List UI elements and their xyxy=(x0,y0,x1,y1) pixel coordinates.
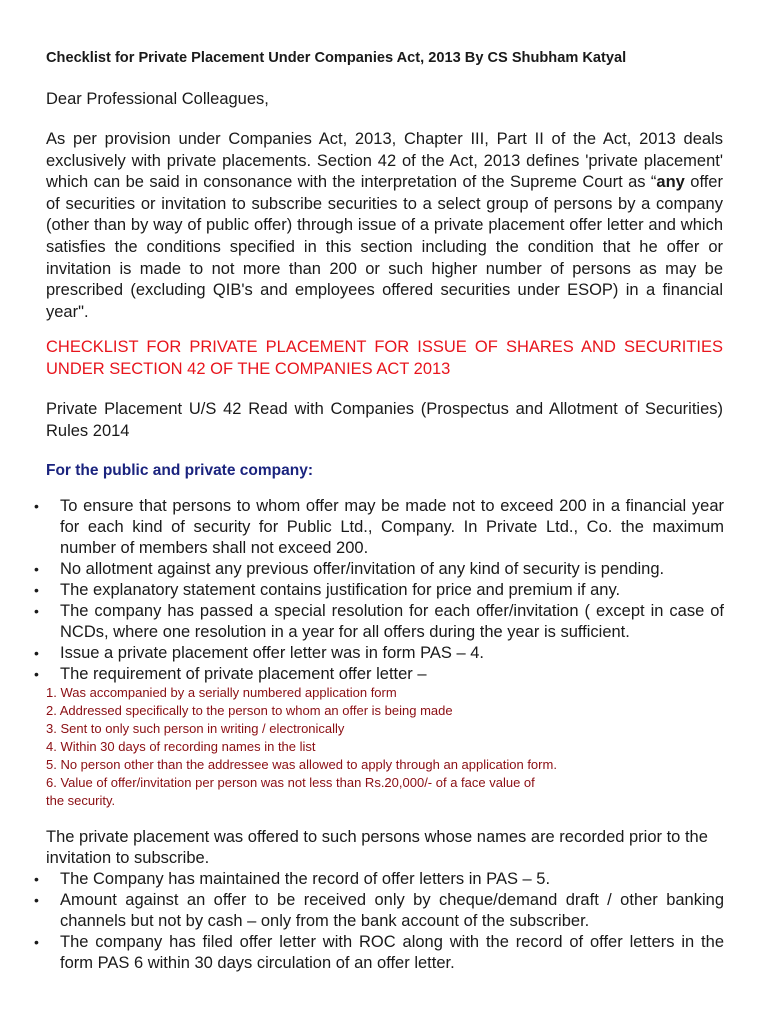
bullet-dot: • xyxy=(34,561,39,577)
bullet-dot: • xyxy=(34,666,39,682)
requirement-item: 3. Sent to only such person in writing / electronically xyxy=(46,721,345,736)
checklist-bullets-continued xyxy=(34,869,724,974)
rules-reference: Private Placement U/S 42 Read with Companies (Prospectus and Allotment of Securities) Rules 2014 xyxy=(46,400,723,440)
list-item: • To ensure that persons to whom offer may be made not to exceed 200 in a financial year for each kind of security for Public Ltd., Company. In Private Ltd., Co. the maximum number of members shall not exceed 200. xyxy=(34,497,724,557)
list-item: • The company has filed offer letter with ROC along with the record of offer letters in the form PAS 6 within 30 days circulation of an offer letter. xyxy=(34,933,724,972)
bullet-dot: • xyxy=(34,498,39,514)
list-item: • Amount against an offer to be received only by cheque/demand draft / other banking channels but not by cash – only from the bank account of the subscriber. xyxy=(34,891,724,930)
requirement-item: 5. No person other than the addressee was allowed to apply through an application form. xyxy=(46,757,557,772)
requirement-item: 1. Was accompanied by a serially numbered application form xyxy=(46,685,397,700)
bullet-dot: • xyxy=(34,582,39,598)
checklist-heading: CHECKLIST FOR PRIVATE PLACEMENT FOR ISSUE OF SHARES AND SECURITIES UNDER SECTION 42 OF THE COMPANIES ACT 2013 xyxy=(46,338,723,378)
bullet-dot: • xyxy=(34,645,39,661)
requirement-item: 6. Value of offer/invitation per person was not less than Rs.20,000/- of a face value of xyxy=(46,775,535,790)
intro-text-start: As per provision under Companies Act, 2013, Chapter III, Part II of the Act, 2013 deals exclusively with private placements. Section 42 of the Act, 2013 defines 'private placement' which can be said in consonance with the interpretation of the Supreme Court as “ xyxy=(46,130,723,192)
list-item: • The requirement of private placement offer letter – xyxy=(34,665,427,683)
requirement-item: the security. xyxy=(46,793,116,808)
checklist-bullets xyxy=(34,496,724,685)
bullet-dot: • xyxy=(34,871,39,887)
list-item: • The explanatory statement contains justification for price and premium if any. xyxy=(34,581,621,599)
list-item: • Issue a private placement offer letter was in form PAS – 4. xyxy=(34,644,485,662)
list-item: • No allotment against any previous offer/invitation of any kind of security is pending. xyxy=(34,560,665,578)
intro-paragraph xyxy=(46,129,723,323)
requirement-item: 2. Addressed specifically to the person to whom an offer is being made xyxy=(46,703,453,718)
section-heading: For the public and private company: xyxy=(46,462,313,479)
bullet-dot: • xyxy=(34,934,39,950)
intro-bold-word: any xyxy=(656,173,685,192)
bullet-dot: • xyxy=(34,892,39,908)
intro-text-end: offer of securities or invitation to subscribe securities to a select group of persons by a company (other than by way of public offer) through issue of a private placement offer letter and which satisfies the conditions specified in this section including the condition that he offer or invitation is made to not more than 200 or such higher number of persons as may be prescribed (excluding QIB's and employees offered securities under ESOP) in a financial year". xyxy=(46,173,723,321)
salutation: Dear Professional Colleagues, xyxy=(46,90,269,108)
bullet-dot: • xyxy=(34,603,39,619)
list-item: • The Company has maintained the record of offer letters in PAS – 5. xyxy=(34,870,551,888)
requirement-item: 4. Within 30 days of recording names in the list xyxy=(46,739,316,754)
document-title: Checklist for Private Placement Under Companies Act, 2013 By CS Shubham Katyal xyxy=(46,50,627,66)
recorded-persons-paragraph: The private placement was offered to such persons whose names are recorded prior to the invitation to subscribe. xyxy=(46,828,708,867)
offer-letter-requirements xyxy=(46,684,557,810)
list-item: • The company has passed a special resolution for each offer/invitation ( except in case of NCDs, where one resolution in a year for all offers during the year is sufficient. xyxy=(34,602,724,641)
